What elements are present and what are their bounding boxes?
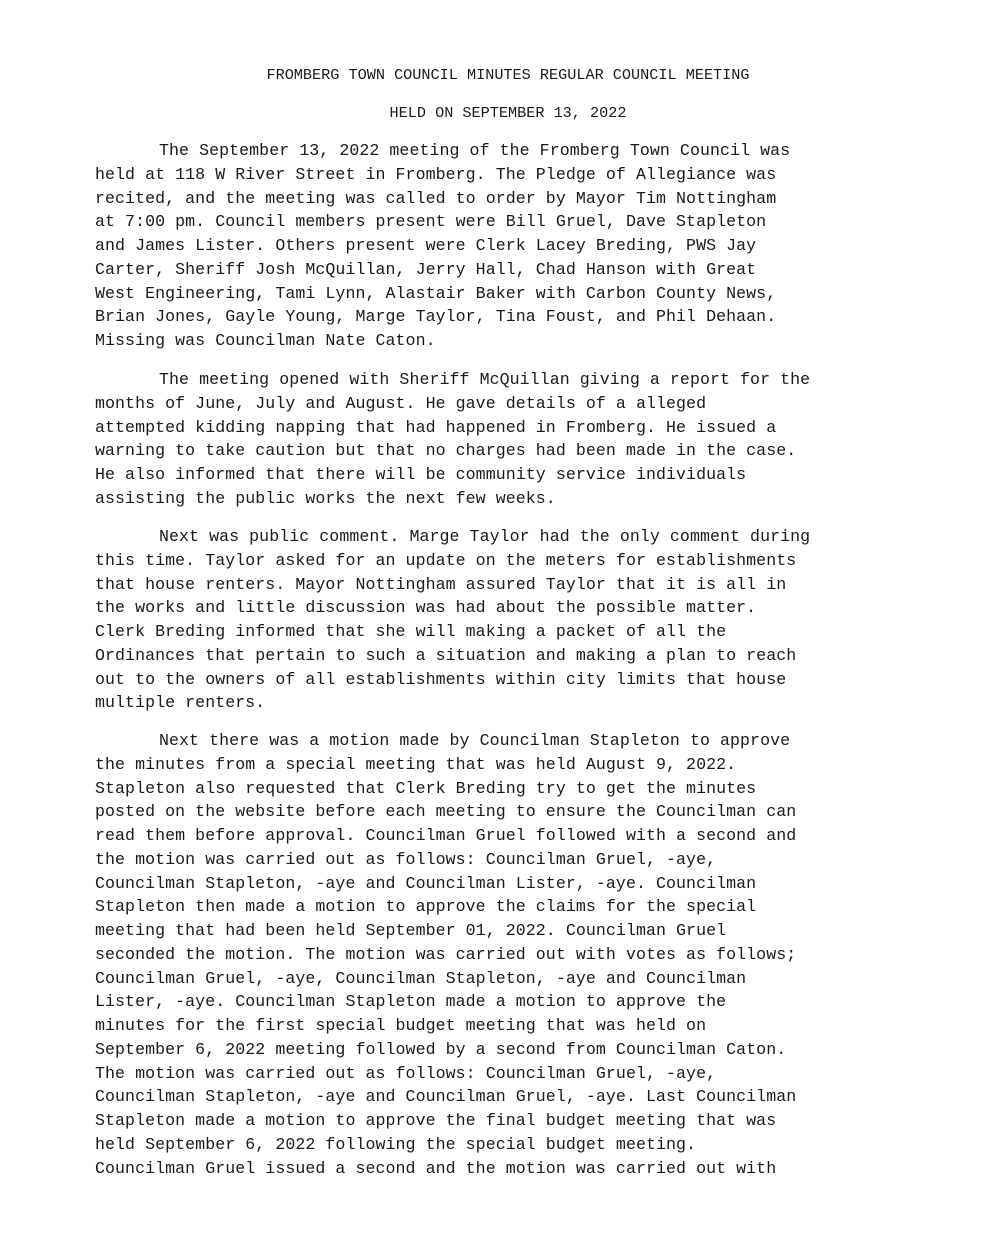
document-title: FROMBERG TOWN COUNCIL MINUTES REGULAR COUNCIL MEETING bbox=[266, 66, 750, 84]
text-line: warning to take caution but that no charges had been made in the case. bbox=[95, 441, 797, 461]
text-line: posted on the website before each meeting to ensure the Councilman can bbox=[95, 802, 797, 822]
text-line: Councilman Stapleton, -aye and Councilman Lister, -aye. Councilman bbox=[95, 873, 757, 893]
text-line: Councilman Gruel issued a second and the motion was carried out with bbox=[95, 1158, 777, 1178]
text-line: Next was public comment. Marge Taylor had the only comment during bbox=[159, 527, 811, 546]
text-line: held September 6, 2022 following the special budget meeting. bbox=[95, 1134, 697, 1154]
paragraph-sheriff-report bbox=[95, 368, 935, 511]
text-line: West Engineering, Tami Lynn, Alastair Baker with Carbon County News, bbox=[95, 283, 777, 303]
text-line: read them before approval. Councilman Gruel followed with a second and bbox=[95, 826, 797, 845]
text-line: September 6, 2022 meeting followed by a second from Councilman Caton. bbox=[95, 1039, 787, 1059]
text-line: The motion was carried out as follows: Councilman Gruel, -aye, bbox=[95, 1063, 717, 1083]
text-line: seconded the motion. The motion was carried out with votes as follows; bbox=[95, 944, 797, 964]
text-line: Stapleton made a motion to approve the final budget meeting that was bbox=[95, 1111, 777, 1130]
text-line: He also informed that there will be community service individuals bbox=[95, 465, 747, 484]
paragraph-public-comment bbox=[95, 525, 935, 715]
text-line: Missing was Councilman Nate Caton. bbox=[95, 331, 436, 350]
text-line: months of June, July and August. He gave details of a alleged bbox=[95, 393, 707, 413]
text-line: Carter, Sheriff Josh McQuillan, Jerry Hall, Chad Hanson with Great bbox=[95, 259, 757, 279]
text-line: Clerk Breding informed that she will making a packet of all the bbox=[95, 622, 727, 641]
text-line: held at 118 W River Street in Fromberg. The Pledge of Allegiance was bbox=[95, 164, 777, 184]
text-line: The September 13, 2022 meeting of the Fromberg Town Council was bbox=[159, 141, 791, 160]
text-line: this time. Taylor asked for an update on the meters for establishments bbox=[95, 550, 797, 570]
text-line: the minutes from a special meeting that was held August 9, 2022. bbox=[95, 754, 737, 774]
text-line: the works and little discussion was had about the possible matter. bbox=[95, 598, 757, 618]
text-line: Councilman Stapleton, -aye and Councilman Gruel, -aye. Last Councilman bbox=[95, 1087, 797, 1107]
text-line: Next there was a motion made by Councilman Stapleton to approve bbox=[159, 731, 791, 750]
text-line: Councilman Gruel, -aye, Councilman Stapleton, -aye and Councilman bbox=[95, 968, 747, 988]
paragraph-motions bbox=[95, 729, 935, 1180]
text-line: Lister, -aye. Councilman Stapleton made a motion to approve the bbox=[95, 992, 727, 1012]
text-line: that house renters. Mayor Nottingham assured Taylor that it is all in bbox=[95, 574, 787, 594]
paragraph-call-to-order bbox=[95, 139, 935, 353]
text-line: recited, and the meeting was called to order by Mayor Tim Nottingham bbox=[95, 188, 777, 208]
text-line: attempted kidding napping that had happened in Fromberg. He issued a bbox=[95, 417, 777, 437]
document-subtitle: HELD ON SEPTEMBER 13, 2022 bbox=[389, 104, 627, 122]
text-line: at 7:00 pm. Council members present were Bill Gruel, Dave Stapleton bbox=[95, 212, 767, 232]
text-line: Stapleton also requested that Clerk Breding try to get the minutes bbox=[95, 778, 757, 798]
text-line: multiple renters. bbox=[95, 693, 266, 713]
text-line: out to the owners of all establishments within city limits that house bbox=[95, 669, 787, 689]
text-line: Stapleton then made a motion to approve the claims for the special bbox=[95, 897, 757, 917]
text-line: minutes for the first special budget meeting that was held on bbox=[95, 1016, 707, 1035]
text-line: meeting that had been held September 01, 2022. Councilman Gruel bbox=[95, 921, 727, 940]
text-line: Ordinances that pertain to such a situation and making a plan to reach bbox=[95, 645, 797, 665]
text-line: and James Lister. Others present were Clerk Lacey Breding, PWS Jay bbox=[95, 236, 757, 255]
text-line: The meeting opened with Sheriff McQuillan giving a report for the bbox=[159, 370, 811, 389]
text-line: the motion was carried out as follows: Councilman Gruel, -aye, bbox=[95, 849, 717, 869]
text-line: assisting the public works the next few weeks. bbox=[95, 488, 556, 508]
text-line: Brian Jones, Gayle Young, Marge Taylor, Tina Foust, and Phil Dehaan. bbox=[95, 307, 777, 327]
